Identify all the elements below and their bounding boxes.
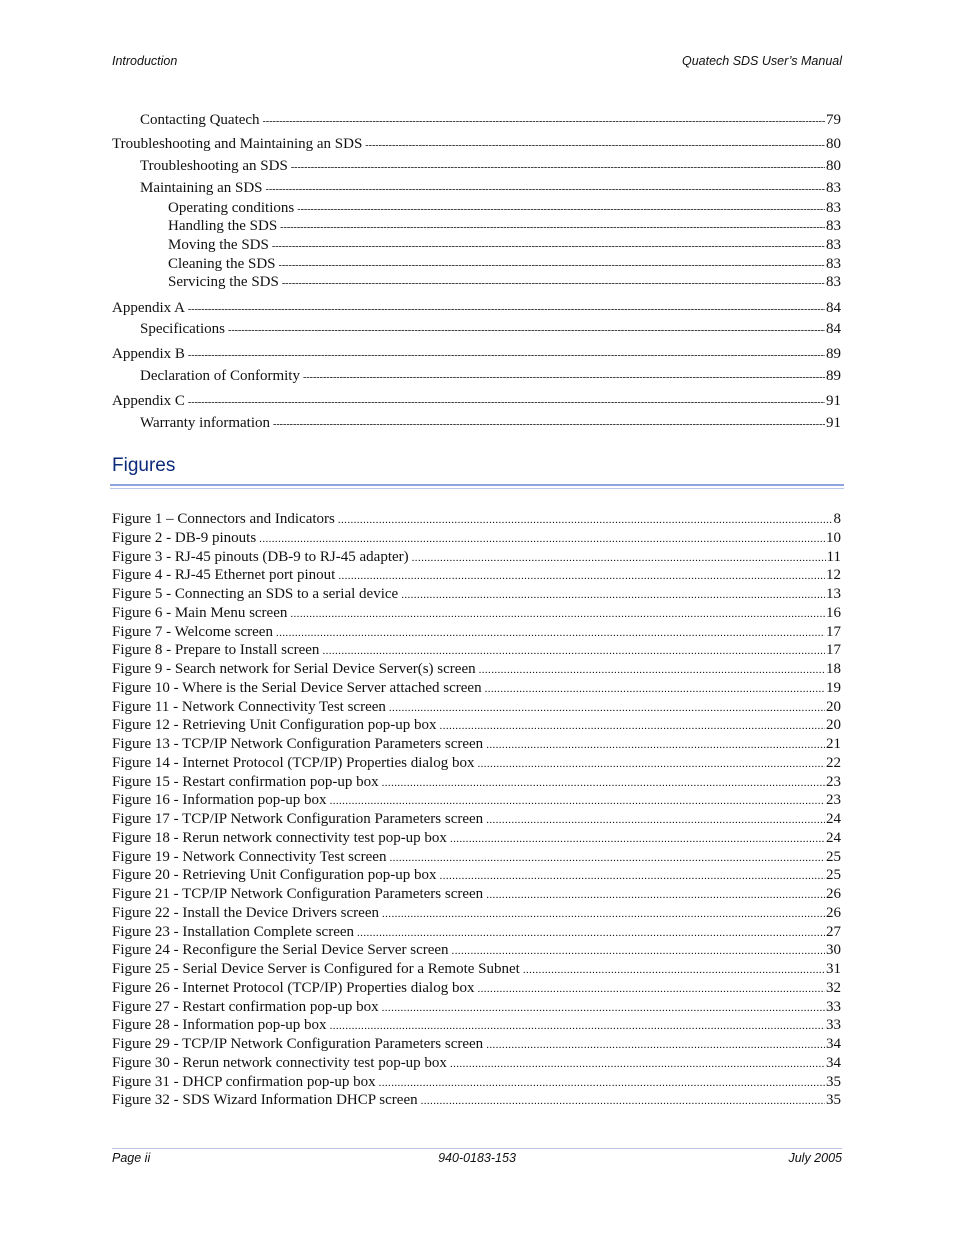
figure-entry-leader xyxy=(477,979,825,998)
figure-entry[interactable] xyxy=(112,960,841,979)
figure-entry-title: Figure 13 - TCP/IP Network Configuration Parameters screen xyxy=(112,736,484,752)
toc-entry-page: 83 xyxy=(826,274,841,290)
figure-entry-title: Figure 19 - Network Connectivity Test screen xyxy=(112,848,387,865)
toc-entry[interactable] xyxy=(112,415,841,432)
toc-entry-title: Handling the SDS xyxy=(168,218,278,234)
toc-entry[interactable] xyxy=(112,321,841,338)
figure-entry-page: 13 xyxy=(826,586,841,602)
figure-entry-page: 20 xyxy=(826,698,841,715)
figure-entry-leader xyxy=(382,904,825,923)
figure-entry[interactable] xyxy=(112,904,841,923)
figure-entry-leader xyxy=(379,1073,825,1092)
figure-entry-leader xyxy=(450,829,825,848)
figure-entry-page: 17 xyxy=(826,642,841,659)
toc-entry-title: Troubleshooting an SDS xyxy=(140,158,288,174)
figure-entry-page: 32 xyxy=(826,979,841,996)
toc-entry-leader xyxy=(365,136,825,153)
figure-entry-title: Figure 3 - RJ-45 pinouts (DB-9 to RJ-45 adapter) xyxy=(112,548,409,565)
toc-entry[interactable] xyxy=(112,274,841,291)
figure-entry-leader xyxy=(486,1035,825,1054)
toc-entry-page: 83 xyxy=(826,256,841,272)
toc-entry-leader xyxy=(188,346,825,363)
figure-entry-title: Figure 8 - Prepare to Install screen xyxy=(112,642,320,659)
toc-entry-title: Appendix C xyxy=(112,393,185,409)
figure-entry-page: 34 xyxy=(826,1054,841,1071)
figure-entry-leader xyxy=(486,885,825,904)
figure-entry-page: 30 xyxy=(826,942,841,959)
figure-entry-leader xyxy=(389,848,825,867)
figure-entry[interactable] xyxy=(112,510,841,529)
toc-entry-leader xyxy=(282,274,825,291)
figure-entry-page: 23 xyxy=(826,773,841,790)
toc-entry[interactable] xyxy=(112,200,841,217)
figure-entry-leader xyxy=(330,1016,825,1035)
toc-entry-leader xyxy=(303,368,825,385)
figure-entry-page: 24 xyxy=(826,811,841,827)
toc-entry[interactable] xyxy=(112,346,841,363)
figure-entry-leader xyxy=(412,548,826,567)
figure-entry[interactable] xyxy=(112,829,841,848)
figure-entry-title: Figure 11 - Network Connectivity Test screen xyxy=(112,698,386,715)
figure-entry-page: 25 xyxy=(826,848,841,865)
toc-entry-page: 84 xyxy=(826,321,841,337)
toc-entry-leader xyxy=(188,300,825,317)
figure-entry-title: Figure 32 - SDS Wizard Information DHCP screen xyxy=(112,1092,418,1109)
figure-entry-page: 10 xyxy=(826,529,841,546)
figure-entry[interactable] xyxy=(112,923,841,942)
figure-entry[interactable] xyxy=(112,1091,841,1110)
figure-entry[interactable] xyxy=(112,529,841,548)
toc-entry[interactable] xyxy=(112,112,841,129)
figure-entry-leader xyxy=(523,960,825,979)
figure-entry-page: 8 xyxy=(833,511,841,527)
toc-entry-title: Moving the SDS xyxy=(168,237,269,253)
figure-entry[interactable] xyxy=(112,566,841,585)
figure-entry-title: Figure 24 - Reconfigure the Serial Device Server screen xyxy=(112,942,449,959)
toc-entry[interactable] xyxy=(112,237,841,254)
figure-entry-leader xyxy=(322,641,825,660)
figure-entry-title: Figure 18 - Rerun network connectivity test pop-up box xyxy=(112,829,447,846)
toc-entry-page: 83 xyxy=(826,180,841,196)
figure-entry-page: 26 xyxy=(826,886,841,902)
toc-entry-title: Servicing the SDS xyxy=(168,274,279,290)
figure-entry[interactable] xyxy=(112,716,841,735)
figure-entry-page: 20 xyxy=(826,717,841,734)
figure-entry-page: 23 xyxy=(826,792,841,809)
figure-entry-leader xyxy=(421,1091,825,1110)
figure-entry-page: 35 xyxy=(826,1092,841,1109)
figure-entry[interactable] xyxy=(112,548,841,567)
figure-entry[interactable] xyxy=(112,1073,841,1092)
figure-entry-leader xyxy=(486,810,825,829)
footer-document-number: 940-0183-153 xyxy=(438,1151,516,1165)
toc-entry[interactable] xyxy=(112,393,841,410)
toc-entry-page: 79 xyxy=(826,112,841,128)
toc-entry[interactable] xyxy=(112,136,841,153)
figure-entry-leader xyxy=(330,791,825,810)
toc-entry-leader xyxy=(291,158,825,175)
figure-entry[interactable] xyxy=(112,735,841,754)
figure-entry-leader xyxy=(382,773,825,792)
figure-entry-page: 21 xyxy=(826,736,841,752)
toc-entry-page: 89 xyxy=(826,368,841,384)
figure-entry[interactable] xyxy=(112,1016,841,1035)
figure-entry[interactable] xyxy=(112,698,841,717)
figure-entry-title: Figure 22 - Install the Device Drivers screen xyxy=(112,904,379,921)
figure-entry-title: Figure 14 - Internet Protocol (TCP/IP) Properties dialog box xyxy=(112,754,475,771)
figure-entry-title: Figure 17 - TCP/IP Network Configuration Parameters screen xyxy=(112,811,484,827)
figure-entry-page: 19 xyxy=(826,679,841,696)
page-footer xyxy=(112,1151,842,1165)
toc-entry-title: Troubleshooting and Maintaining an SDS xyxy=(112,136,363,152)
figure-entry-leader xyxy=(259,529,825,548)
toc-entry-page: 91 xyxy=(826,393,841,409)
toc-entry-leader xyxy=(297,200,825,217)
figure-entry[interactable] xyxy=(112,773,841,792)
figure-entry-title: Figure 1 – Connectors and Indicators xyxy=(112,511,335,527)
figure-entry[interactable] xyxy=(112,810,841,829)
toc-entry-title: Contacting Quatech xyxy=(140,112,260,128)
figure-entry-leader xyxy=(479,660,825,679)
figure-entry-leader xyxy=(401,585,825,604)
figure-entry-title: Figure 9 - Search network for Serial Device Server(s) screen xyxy=(112,661,476,677)
figure-entry-leader xyxy=(485,679,825,698)
toc-entry-title: Declaration of Conformity xyxy=(140,368,300,384)
figure-entry-leader xyxy=(440,866,825,885)
toc-entry-title: Cleaning the SDS xyxy=(168,256,276,272)
toc-entry-page: 80 xyxy=(826,136,841,152)
figure-entry-title: Figure 12 - Retrieving Unit Configuration pop-up box xyxy=(112,717,437,734)
figure-entry-title: Figure 30 - Rerun network connectivity test pop-up box xyxy=(112,1054,447,1071)
toc-entry[interactable] xyxy=(112,218,841,235)
toc-entry-leader xyxy=(263,112,825,129)
figure-entry-title: Figure 10 - Where is the Serial Device Server attached screen xyxy=(112,679,482,696)
toc-entry-leader xyxy=(188,393,825,410)
toc-entry[interactable] xyxy=(112,256,841,273)
figure-entry-title: Figure 2 - DB-9 pinouts xyxy=(112,529,257,546)
figure-entry[interactable] xyxy=(112,754,841,773)
figure-entry-leader xyxy=(477,754,825,773)
figure-entry-leader xyxy=(450,1054,825,1073)
figure-entry-title: Figure 4 - RJ-45 Ethernet port pinout xyxy=(112,567,336,584)
figure-entry-page: 27 xyxy=(826,923,841,940)
figure-entry-leader xyxy=(357,923,825,942)
figure-entry-leader xyxy=(486,735,825,754)
figure-entry-title: Figure 27 - Restart confirmation pop-up box xyxy=(112,998,379,1015)
figure-entry-page: 33 xyxy=(826,998,841,1015)
figure-entry[interactable] xyxy=(112,866,841,885)
figure-entry[interactable] xyxy=(112,848,841,867)
figure-entry-title: Figure 6 - Main Menu screen xyxy=(112,604,288,621)
toc-entry-leader xyxy=(279,256,826,273)
toc-entry-page: 83 xyxy=(826,237,841,253)
toc-entry-page: 91 xyxy=(826,415,841,431)
figure-entry-page: 33 xyxy=(826,1017,841,1034)
figure-entry-title: Figure 26 - Internet Protocol (TCP/IP) Properties dialog box xyxy=(112,979,475,996)
figure-entry-leader xyxy=(338,566,825,585)
figure-entry[interactable] xyxy=(112,1035,841,1054)
toc-entry-title: Warranty information xyxy=(140,415,270,431)
figure-entry[interactable] xyxy=(112,660,841,679)
figure-entry[interactable] xyxy=(112,941,841,960)
page-header xyxy=(112,54,842,68)
toc-entry[interactable] xyxy=(112,300,841,317)
toc-entry-page: 84 xyxy=(826,300,841,316)
figure-entry-title: Figure 25 - Serial Device Server is Configured for a Remote Subnet xyxy=(112,961,520,977)
figure-entry-page: 17 xyxy=(826,623,841,640)
footer-date: July 2005 xyxy=(788,1151,842,1165)
figure-entry-page: 31 xyxy=(826,961,841,977)
header-manual-title: Quatech SDS User’s Manual xyxy=(681,54,842,68)
footer-rule xyxy=(112,1148,842,1149)
figure-entry-title: Figure 5 - Connecting an SDS to a serial device xyxy=(112,586,399,602)
toc-entry-page: 89 xyxy=(826,346,841,362)
figure-entry-title: Figure 31 - DHCP confirmation pop-up box xyxy=(112,1073,376,1090)
figure-entry-leader xyxy=(440,716,825,735)
toc-entry-leader xyxy=(228,321,825,338)
figure-entry-title: Figure 29 - TCP/IP Network Configuration Parameters screen xyxy=(112,1036,484,1052)
figure-entry-leader xyxy=(338,510,833,529)
figure-entry-leader xyxy=(382,998,825,1017)
toc-entry-leader xyxy=(273,415,825,432)
figure-entry[interactable] xyxy=(112,679,841,698)
figure-entry[interactable] xyxy=(112,998,841,1017)
toc-entry-title: Specifications xyxy=(140,321,225,337)
figure-entry-title: Figure 21 - TCP/IP Network Configuration Parameters screen xyxy=(112,886,484,902)
figure-entry-leader xyxy=(276,623,825,642)
list-of-figures xyxy=(112,510,841,1110)
figure-entry-page: 24 xyxy=(826,829,841,846)
figure-entry-title: Figure 16 - Information pop-up box xyxy=(112,792,327,809)
figure-entry[interactable] xyxy=(112,1054,841,1073)
figure-entry-page: 34 xyxy=(826,1036,841,1052)
figure-entry[interactable] xyxy=(112,623,841,642)
toc-entry[interactable] xyxy=(112,368,841,385)
figure-entry-leader xyxy=(389,698,825,717)
header-section-title: Introduction xyxy=(112,54,178,68)
figure-entry-title: Figure 20 - Retrieving Unit Configuration pop-up box xyxy=(112,867,437,884)
heading-rule-secondary xyxy=(110,488,844,489)
figure-entry-leader xyxy=(452,941,825,960)
figure-entry-leader xyxy=(290,604,825,623)
figure-entry-page: 22 xyxy=(826,754,841,771)
figure-entry-page: 25 xyxy=(826,867,841,884)
figure-entry-page: 12 xyxy=(826,567,841,584)
toc-entry-title: Appendix A xyxy=(112,300,185,316)
toc-entry[interactable] xyxy=(112,158,841,175)
figure-entry[interactable] xyxy=(112,585,841,604)
toc-entry-page: 83 xyxy=(826,200,841,216)
toc-entry-leader xyxy=(272,237,825,254)
figure-entry[interactable] xyxy=(112,791,841,810)
toc-entry-leader xyxy=(266,180,826,197)
figure-entry[interactable] xyxy=(112,979,841,998)
figures-heading: Figures xyxy=(112,455,176,476)
toc-entry-page: 83 xyxy=(826,218,841,234)
toc-entry-page: 80 xyxy=(826,158,841,174)
toc-entry-title: Operating conditions xyxy=(168,200,295,216)
figure-entry-title: Figure 15 - Restart confirmation pop-up box xyxy=(112,773,379,790)
toc-entry-leader xyxy=(280,218,825,235)
figure-entry[interactable] xyxy=(112,885,841,904)
toc-entry-title: Appendix B xyxy=(112,346,185,362)
heading-rule xyxy=(110,484,844,486)
figure-entry-page: 18 xyxy=(826,661,841,677)
figure-entry-page: 11 xyxy=(826,548,841,565)
figure-entry-page: 35 xyxy=(826,1073,841,1090)
figure-entry-title: Figure 7 - Welcome screen xyxy=(112,623,273,640)
toc-entry-title: Maintaining an SDS xyxy=(140,180,263,196)
figure-entry-page: 26 xyxy=(826,904,841,921)
figure-entry[interactable] xyxy=(112,641,841,660)
figure-entry-page: 16 xyxy=(826,604,841,621)
footer-page-number: Page ii xyxy=(112,1151,151,1165)
figure-entry-title: Figure 28 - Information pop-up box xyxy=(112,1017,327,1034)
figure-entry-title: Figure 23 - Installation Complete screen xyxy=(112,923,355,940)
toc-entry[interactable] xyxy=(112,180,841,197)
figure-entry[interactable] xyxy=(112,604,841,623)
